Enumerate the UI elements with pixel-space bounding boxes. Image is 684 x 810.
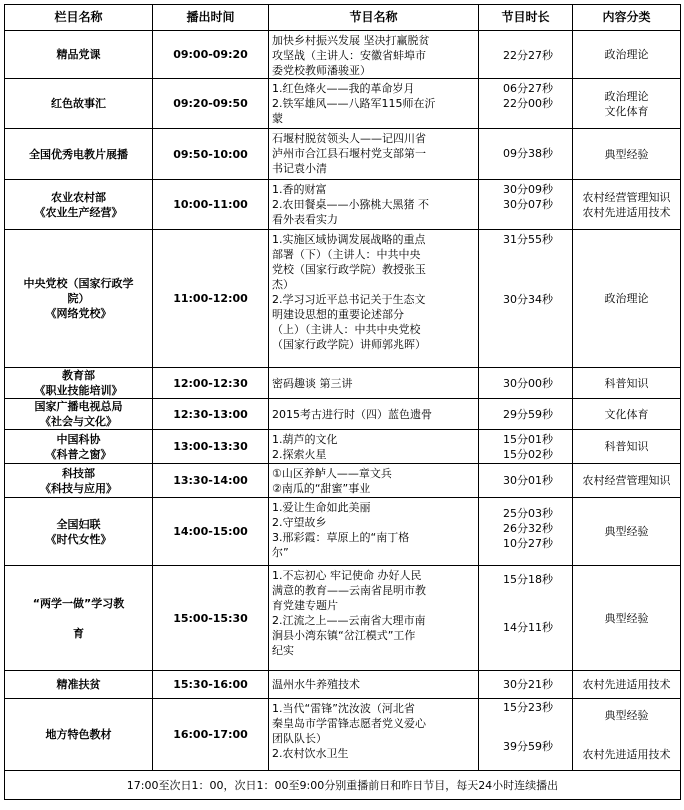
table-row [5, 430, 681, 464]
program-cell: 1.不忘初心 牢记使命 办好人民 满意的教育——云南省昆明市教 育党建专题片 2.江流之上——云南省大理市南 涧县小湾东镇“岔江模式”工作 纪实 [269, 566, 479, 671]
table-row [5, 498, 681, 566]
column-name-cell: 科技部 《科技与应用》 [5, 464, 153, 498]
program-cell: ①山区养鲈人——章文兵 ②南瓜的“甜蜜”事业 [269, 464, 479, 498]
category-cell: 典型经验 [573, 566, 681, 671]
duration-cell: 22分27秒 [479, 31, 573, 79]
duration-cell: 09分38秒 [479, 129, 573, 180]
air-time-cell: 15:30-16:00 [153, 671, 269, 699]
header-row [5, 5, 681, 31]
duration-cell: 29分59秒 [479, 399, 573, 430]
column-name-cell: 全国优秀电教片展播 [5, 129, 153, 180]
air-time-cell: 11:00-12:00 [153, 230, 269, 368]
header-air-time: 播出时间 [153, 5, 269, 31]
category-cell: 典型经验 [573, 129, 681, 180]
column-name-cell: 精品党课 [5, 31, 153, 79]
category-cell: 农村经营管理知识 农村先进适用技术 [573, 180, 681, 230]
table-row [5, 464, 681, 498]
air-time-cell: 16:00-17:00 [153, 699, 269, 771]
header-category: 内容分类 [573, 5, 681, 31]
program-cell: 1.爱让生命如此美丽 2.守望故乡 3.邢彩霞：草原上的“南丁格 尔” [269, 498, 479, 566]
category-cell: 典型经验 [573, 498, 681, 566]
schedule-table [4, 4, 681, 800]
air-time-cell: 09:50-10:00 [153, 129, 269, 180]
duration-cell: 30分01秒 [479, 464, 573, 498]
air-time-cell: 09:20-09:50 [153, 79, 269, 129]
table-row [5, 671, 681, 699]
duration-cell: 30分21秒 [479, 671, 573, 699]
category-cell: 农村先进适用技术 [573, 671, 681, 699]
column-name-cell: 中国科协 《科普之窗》 [5, 430, 153, 464]
air-time-cell: 12:00-12:30 [153, 368, 269, 399]
footer-row [5, 771, 681, 800]
column-name-cell: 中央党校（国家行政学 院） 《网络党校》 [5, 230, 153, 368]
air-time-cell: 12:30-13:00 [153, 399, 269, 430]
column-name-cell: 教育部 《职业技能培训》 [5, 368, 153, 399]
category-cell: 政治理论 [573, 31, 681, 79]
table-row [5, 368, 681, 399]
duration-cell: 30分09秒 30分07秒 [479, 180, 573, 230]
duration-cell: 15分23秒 39分59秒 [479, 699, 573, 771]
air-time-cell: 10:00-11:00 [153, 180, 269, 230]
duration-cell: 06分27秒 22分00秒 [479, 79, 573, 129]
air-time-cell: 13:00-13:30 [153, 430, 269, 464]
column-name-cell: 精准扶贫 [5, 671, 153, 699]
column-name-cell: 国家广播电视总局 《社会与文化》 [5, 399, 153, 430]
duration-cell: 25分03秒 26分32秒 10分27秒 [479, 498, 573, 566]
column-name-cell: 农业农村部 《农业生产经营》 [5, 180, 153, 230]
table-row [5, 699, 681, 771]
column-name-cell: 地方特色教材 [5, 699, 153, 771]
program-cell: 温州水牛养殖技术 [269, 671, 479, 699]
table-row [5, 566, 681, 671]
air-time-cell: 13:30-14:00 [153, 464, 269, 498]
program-cell: 1.香的财富 2.农田餐桌——小猕桃大黑猪 不 看外表看实力 [269, 180, 479, 230]
program-cell: 密码趣谈 第三讲 [269, 368, 479, 399]
category-cell: 政治理论 文化体育 [573, 79, 681, 129]
category-cell: 科普知识 [573, 430, 681, 464]
table-row [5, 230, 681, 368]
header-program-name: 节目名称 [269, 5, 479, 31]
schedule-footer-note: 17:00至次日1：00，次日1：00至9:00分别重播前日和昨日节目，每天24小时连续播出 [5, 771, 681, 800]
duration-cell: 15分01秒 15分02秒 [479, 430, 573, 464]
duration-cell: 15分18秒 14分11秒 [479, 566, 573, 671]
program-cell: 2015考古进行时（四）蓝色遗骨 [269, 399, 479, 430]
schedule-wrapper [4, 4, 680, 800]
category-cell: 农村经营管理知识 [573, 464, 681, 498]
category-cell: 典型经验 农村先进适用技术 [573, 699, 681, 771]
header-duration: 节目时长 [479, 5, 573, 31]
table-row [5, 180, 681, 230]
category-cell: 科普知识 [573, 368, 681, 399]
table-row [5, 399, 681, 430]
program-cell: 石堰村脱贫领头人——记四川省 泸州市合江县石堰村党支部第一 书记袁小清 [269, 129, 479, 180]
duration-cell: 31分55秒 30分34秒 [479, 230, 573, 368]
program-cell: 1.葫芦的文化 2.探索火星 [269, 430, 479, 464]
column-name-cell: “两学一做”学习教 育 [5, 566, 153, 671]
category-cell: 政治理论 [573, 230, 681, 368]
air-time-cell: 09:00-09:20 [153, 31, 269, 79]
program-cell: 1.红色烽火——我的革命岁月 2.铁军雄风——八路军115师在沂 蒙 [269, 79, 479, 129]
table-row [5, 129, 681, 180]
program-cell: 加快乡村振兴发展 坚决打赢脱贫 攻坚战（主讲人：安徽省蚌埠市 委党校教师潘骏亚） [269, 31, 479, 79]
program-cell: 1.实施区域协调发展战略的重点 部署（下）（主讲人：中共中央 党校（国家行政学院）教授张玉 杰） 2.学习习近平总书记关于生态文 明建设思想的重要论述部分 （上）（主讲人：中共中央党校 （国家行政学院）讲师郭兆晖） [269, 230, 479, 368]
category-cell: 文化体育 [573, 399, 681, 430]
header-column-name: 栏目名称 [5, 5, 153, 31]
program-cell: 1.当代“雷锋”沈汝波（河北省 秦皇岛市学雷锋志愿者党义爱心 团队队长） 2.农村饮水卫生 [269, 699, 479, 771]
column-name-cell: 红色故事汇 [5, 79, 153, 129]
air-time-cell: 15:00-15:30 [153, 566, 269, 671]
duration-cell: 30分00秒 [479, 368, 573, 399]
column-name-cell: 全国妇联 《时代女性》 [5, 498, 153, 566]
air-time-cell: 14:00-15:00 [153, 498, 269, 566]
table-row [5, 79, 681, 129]
table-row [5, 31, 681, 79]
